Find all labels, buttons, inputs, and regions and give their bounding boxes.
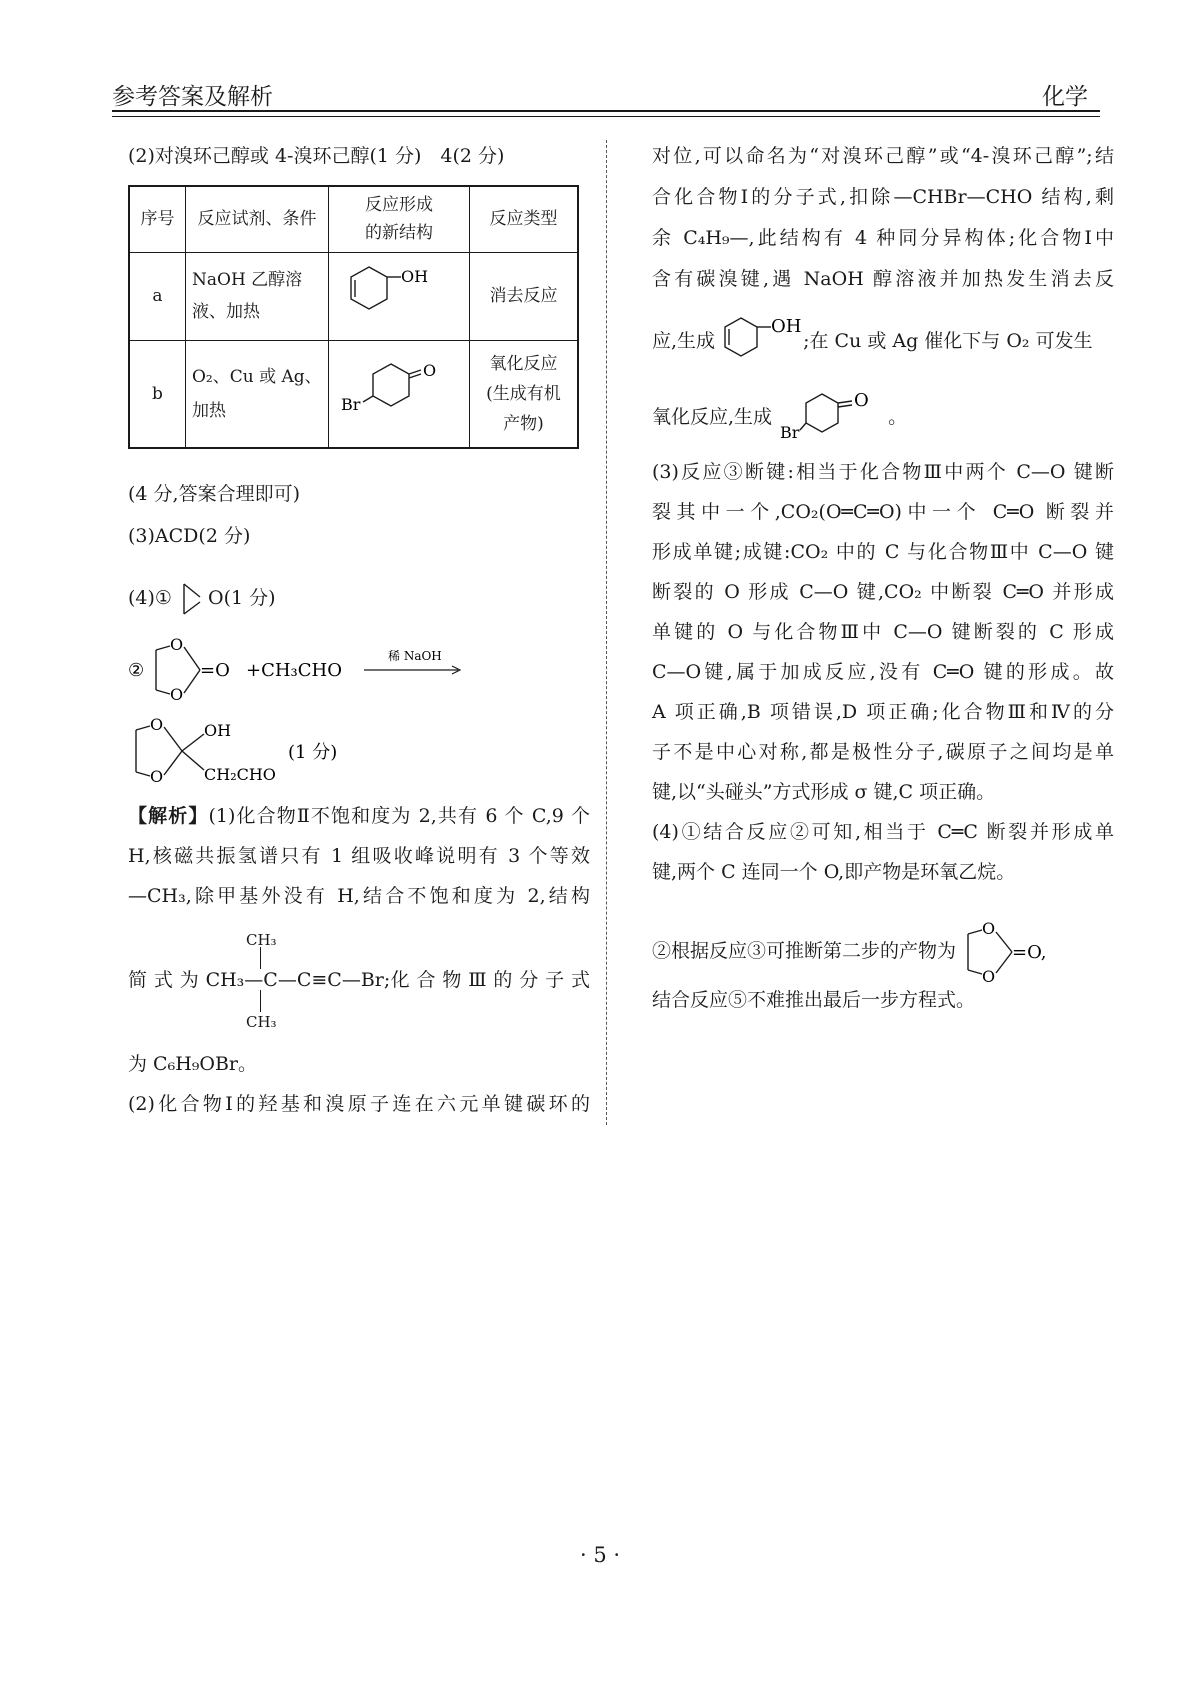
- right-line-10: 断裂的 O 形成 C—O 键,CO₂ 中断裂 C═O 并形成: [652, 581, 1114, 603]
- answer-line-4: [128, 580, 276, 618]
- row-b-type-line1: 氧化反应: [489, 353, 558, 374]
- right-line-2: 合化合物Ⅰ的分子式,扣除—CHBr—CHO 结构,剩: [652, 186, 1114, 208]
- row-b-id: b: [129, 340, 186, 448]
- table-header-new-structure-line1: 反应形成: [365, 195, 433, 216]
- epoxide-structure: [178, 580, 208, 618]
- r5-oh-label: OH: [771, 316, 802, 337]
- row-b-type-line2: (生成有机: [486, 383, 561, 404]
- left-column-lower: [128, 0, 590, 1687]
- r6-br-label: Br: [780, 423, 800, 442]
- bromocyclohexanone-inline: [778, 392, 888, 444]
- equation-2: [128, 630, 590, 710]
- ch3-bottom-label: CH₃: [246, 1013, 277, 1031]
- header-subject: 化学: [1042, 84, 1088, 110]
- right-line-5: [652, 316, 1114, 368]
- eq2-carbonyl: =O: [200, 660, 230, 681]
- table-note: (4 分,答案合理即可): [128, 483, 300, 505]
- prod-o-top: O: [150, 715, 164, 734]
- row-b-reagent-line2: 加热: [192, 400, 226, 421]
- row-b-reagent-line1: O₂、Cu 或 Ag、: [192, 366, 322, 387]
- analysis-line-5: 为 C₆H₉OBr。: [128, 1053, 258, 1075]
- column-divider: [606, 140, 607, 1125]
- header-title: 参考答案及解析: [112, 84, 273, 110]
- r6-suffix: 。: [888, 406, 908, 428]
- equation-2-graphic: [128, 630, 590, 710]
- right-line-9: 形成单键;成键:CO₂ 中的 C 与化合物Ⅲ中 C—O 键: [652, 541, 1114, 563]
- table-header-type: 反应类型: [470, 186, 579, 252]
- table-header-new-structure-line2: 的新结构: [365, 223, 433, 244]
- answer-line-3: (3)ACD(2 分): [128, 525, 251, 547]
- epoxide-o-label: O: [208, 587, 224, 609]
- right-line-11: 单键的 O 与化合物Ⅲ中 C—O 键断裂的 C 形成: [652, 621, 1114, 643]
- right-line-15: 键,以“头碰头”方式形成 σ 键,C 项正确。: [652, 781, 996, 803]
- right-line-4: 含有碳溴键,遇 NaOH 醇溶液并加热发生消去反: [652, 268, 1114, 290]
- answer-line-2: (2)对溴环己醇或 4-溴环己醇(1 分) 4(2 分): [128, 145, 505, 167]
- r18-o-top: O: [982, 920, 996, 938]
- page-number: · 5 ·: [579, 1543, 621, 1567]
- analysis-line-2: H,核磁共振氢谱只有 1 组吸收峰说明有 3 个等效: [128, 845, 590, 867]
- bond-top: [260, 947, 261, 969]
- analysis-tag: 【解析】: [128, 805, 209, 827]
- prod-o-bot: O: [150, 767, 164, 786]
- answer-4-prefix: (4)①: [128, 587, 172, 609]
- analysis-line-6: (2)化合物Ⅰ的羟基和溴原子连在六元单键碳环的: [128, 1093, 590, 1115]
- cyclohexenol-inline: [721, 316, 803, 368]
- right-line-13: A 项正确,B 项错误,D 项正确;化合物Ⅲ和Ⅳ的分: [652, 701, 1114, 723]
- ch3-top-label: CH₃: [246, 931, 277, 949]
- eq2-o-top: O: [170, 635, 184, 654]
- row-b-br-label: Br: [341, 394, 361, 414]
- r18-carbonyl: =O,: [1012, 942, 1047, 963]
- eq2-reactant: +CH₃CHO: [246, 660, 342, 681]
- right-line-16: (4)①结合反应②可知,相当于 C═C 断裂并形成单: [652, 821, 1114, 843]
- r18-text: ②根据反应③可推断第二步的产物为: [652, 940, 957, 962]
- table-header-index: 序号: [129, 186, 186, 252]
- r18-o-bot: O: [982, 967, 996, 984]
- analysis-line-3: —CH₃,除甲基外没有 H,结合不饱和度为 2,结构: [128, 885, 590, 907]
- bond-bottom: [260, 990, 261, 1012]
- eq2-condition: 稀 NaOH: [388, 649, 442, 663]
- answer-4-score: (1 分): [223, 587, 276, 609]
- prod-ch2cho: CH₂CHO: [204, 765, 276, 784]
- right-line-14: 子不是中心对称,都是极性分子,碳原子之间均是单: [652, 741, 1114, 763]
- right-line-7: (3)反应③断键:相当于化合物Ⅲ中两个 C—O 键断: [652, 461, 1114, 483]
- row-b-type-line3: 产物): [503, 413, 544, 434]
- analysis-1-text: (1)化合物Ⅱ不饱和度为 2,共有 6 个 C,9 个: [208, 805, 590, 827]
- eq2-num: ②: [128, 660, 145, 681]
- right-line-12: C—O键,属于加成反应,没有 C═O 键的形成。故: [652, 661, 1114, 683]
- table-header-reagent: 反应试剂、条件: [186, 186, 329, 252]
- row-a-oh-label: OH: [401, 267, 429, 286]
- right-line-8: 裂其中一个,CO₂(O═C═O)中一个 C═O 断裂并: [652, 501, 1114, 523]
- prod-oh: OH: [204, 721, 232, 740]
- row-b-o-label: O: [423, 360, 437, 380]
- row-a-reagent-line2: 液、加热: [192, 302, 260, 322]
- product-graphic: [128, 714, 428, 790]
- right-line-6: [652, 392, 1114, 444]
- r5-suffix: ;在 Cu 或 Ag 催化下与 O₂ 可发生: [803, 330, 1093, 352]
- ethylene-carbonate-inline: [962, 920, 1072, 984]
- r6-o-label: O: [854, 392, 869, 411]
- eq2-o-bot: O: [170, 685, 184, 704]
- right-line-3: 余 C₄H₉—,此结构有 4 种同分异构体;化合物Ⅰ中: [652, 227, 1114, 249]
- right-line-18: [652, 920, 1114, 984]
- prod-score: (1 分): [288, 742, 338, 763]
- r6-prefix: 氧化反应,生成: [652, 406, 773, 428]
- right-line-17: 键,两个 C 连同一个 O,即产物是环氧乙烷。: [652, 861, 1016, 883]
- right-line-19: 结合反应⑤不难推出最后一步方程式。: [652, 989, 976, 1011]
- r5-prefix: 应,生成: [652, 330, 716, 352]
- analysis-line-1: [128, 806, 590, 826]
- analysis-line-4: 简 式 为 CH₃—C—C≡C—Br;化 合 物 Ⅲ 的 分 子 式: [128, 969, 590, 991]
- right-column: [652, 0, 1114, 1687]
- row-a-reagent-line1: NaOH 乙醇溶: [192, 270, 303, 290]
- row-a-type: 消去反应: [470, 252, 579, 340]
- row-a-id: a: [129, 252, 186, 340]
- right-line-1: 对位,可以命名为“对溴环己醇”或“4-溴环己醇”;结: [652, 145, 1114, 167]
- product-structure: [128, 714, 590, 790]
